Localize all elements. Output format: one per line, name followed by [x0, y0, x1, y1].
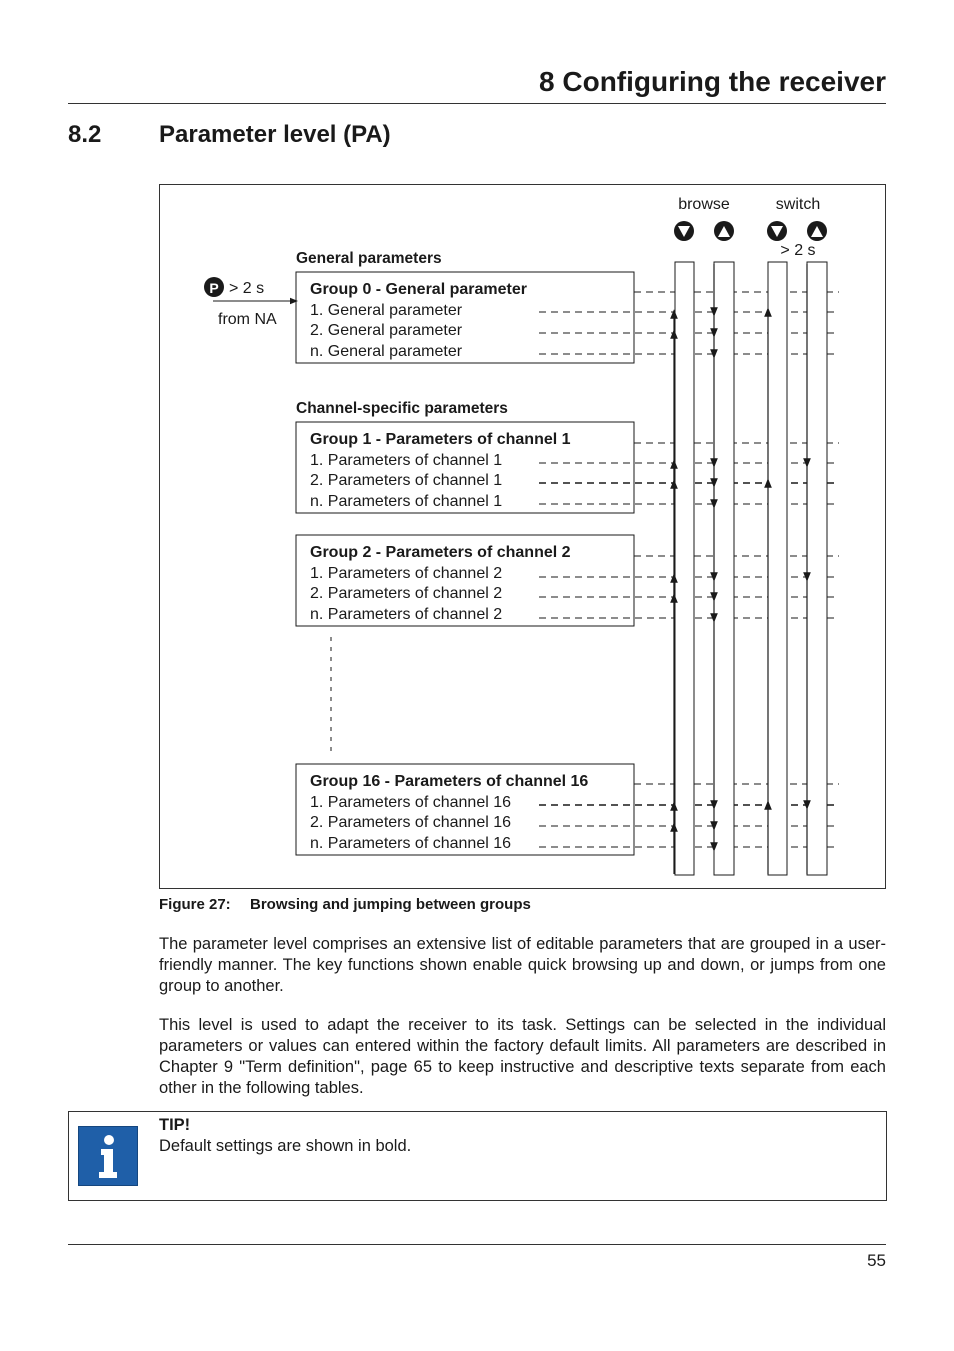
group-item: 1. Parameters of channel 16: [310, 794, 512, 811]
group-item: 1. Parameters of channel 2: [310, 565, 503, 582]
up-key-icon: [714, 221, 734, 241]
group-box-0: [296, 272, 634, 363]
group-title: Group 16 - Parameters of channel 16: [310, 773, 589, 790]
body-paragraph: The parameter level comprises an extensive list of editable parameters that are grouped in a user-friendly manner. The key functions shown enable quick browsing up and down, or jumps from one group to another.: [159, 935, 886, 995]
section-title: Parameter level (PA): [159, 121, 391, 148]
group-item: 2. Parameters of channel 16: [310, 814, 512, 831]
group-item: n. Parameters of channel 1: [310, 493, 503, 510]
group-box-1: [296, 422, 634, 513]
group-item: 2. Parameters of channel 1: [310, 472, 503, 489]
switch-label: switch: [775, 196, 821, 213]
group-item: 1. General parameter: [310, 302, 463, 319]
browse-label: browse: [678, 196, 730, 213]
info-icon: [78, 1126, 138, 1186]
group-title: Group 2 - Parameters of channel 2: [310, 544, 571, 561]
footer-rule: [68, 1244, 886, 1245]
down-key-icon: [674, 221, 694, 241]
group-item: n. Parameters of channel 16: [310, 835, 512, 852]
tip-heading: TIP!: [159, 1116, 191, 1134]
chapter-title: 8 Configuring the receiver: [539, 66, 886, 97]
switch-up-key-icon: [807, 221, 827, 241]
group-title: Group 1 - Parameters of channel 1: [310, 431, 571, 448]
tip-text: Default settings are shown in bold.: [159, 1137, 412, 1155]
group-box-2: [296, 535, 634, 626]
page-number: 55: [867, 1251, 886, 1270]
general-heading: General parameters: [296, 250, 442, 267]
group-item: 2. General parameter: [310, 322, 463, 339]
body-paragraph: This level is used to adapt the receiver to its task. Settings can be selected in the individual parameters or values can entered within the factory default limits. All parameters are described in Chapter 9 "Term definition", page 65 to keep instructive and descriptive texts separate from each other in the following tables.: [159, 1016, 886, 1097]
parameter-level-diagram: [159, 184, 886, 889]
group-item: n. General parameter: [310, 343, 463, 360]
p-key-letter: P: [209, 280, 219, 296]
switch-down-key-icon: [767, 221, 787, 241]
channel-heading: Channel-specific parameters: [296, 400, 508, 417]
switch-time-label: > 2 s: [780, 242, 816, 259]
group-item: 1. Parameters of channel 1: [310, 452, 503, 469]
entry-from-label: from NA: [218, 311, 277, 328]
p-time-label: > 2 s: [229, 280, 265, 297]
group-item: 2. Parameters of channel 2: [310, 585, 503, 602]
section-number: 8.2: [68, 121, 102, 148]
header-rule: [68, 103, 886, 104]
group-box-16: [296, 764, 634, 855]
figure-caption: [159, 896, 531, 913]
group-title: Group 0 - General parameter: [310, 281, 527, 298]
figure-caption-text: Browsing and jumping between groups: [250, 896, 531, 913]
tip-box: [68, 1111, 887, 1201]
group-item: n. Parameters of channel 2: [310, 606, 503, 623]
figure-caption-label: Figure 27:: [159, 896, 231, 913]
